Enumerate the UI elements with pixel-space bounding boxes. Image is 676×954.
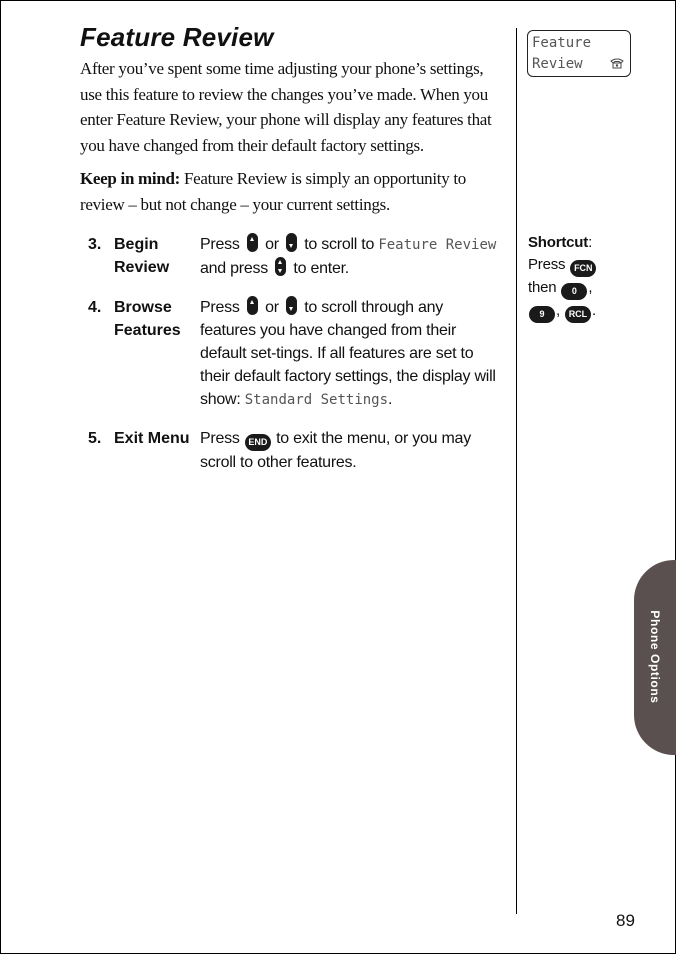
shortcut-period: . (591, 302, 596, 319)
fcn-key-icon: FCN (570, 260, 596, 277)
scroll-key-icon (275, 257, 286, 276)
page-title: Feature Review (80, 22, 274, 52)
lcd-line-2: Review (532, 56, 583, 72)
scroll-up-key-icon (247, 233, 258, 252)
rcl-key-icon: RCL (565, 306, 591, 323)
step-text: Press (200, 430, 240, 447)
phone-icon (610, 56, 624, 70)
shortcut-label: Shortcut (528, 234, 589, 251)
shortcut-line-1 (528, 232, 618, 254)
step-text: to exit the menu, or you may scroll to other features. (200, 430, 471, 471)
shortcut-line-3 (528, 277, 618, 300)
step-number: 4. (88, 299, 102, 316)
scroll-down-key-icon (286, 233, 297, 252)
step-text: to enter. (293, 260, 349, 277)
intro-paragraph: After you’ve spent some time adjusting your phone’s settings, use this feature to review the changes you’ve made. When you enter Feature Review, your phone will display any features that you have changed from their default factory settings. (80, 59, 492, 155)
step-exit-menu (88, 427, 508, 477)
display-text: Feature Review (378, 237, 497, 253)
shortcut-text: Press (528, 256, 566, 273)
keep-in-mind-note (80, 166, 505, 217)
shortcut-comma: , (588, 279, 593, 296)
shortcut-colon: : (588, 234, 593, 251)
step-title: Begin Review (114, 236, 170, 276)
step-text: Press (200, 236, 240, 253)
end-key-icon: END (245, 434, 271, 451)
step-text: to scroll to (304, 236, 375, 253)
step-begin-review (88, 233, 508, 283)
shortcut-comma: , (556, 302, 560, 319)
lcd-line-1: Feature (532, 35, 592, 51)
lcd-display (527, 30, 631, 77)
keep-in-mind-label: Keep in mind: (80, 169, 181, 188)
step-text: . (388, 391, 393, 408)
step-body (200, 296, 500, 412)
step-text: Press (200, 299, 240, 316)
page-number: 89 (616, 911, 635, 930)
scroll-down-key-icon (286, 296, 297, 315)
step-body (200, 427, 500, 474)
step-title: Exit Menu (114, 430, 190, 447)
zero-key-icon: 0 (561, 283, 587, 300)
shortcut-note (528, 232, 618, 323)
step-browse-features (88, 296, 508, 416)
step-text: or (265, 299, 279, 316)
keep-in-mind-text: Feature Review is simply an opportunity to review – but not change – your current settings. (80, 169, 466, 214)
scroll-up-key-icon (247, 296, 258, 315)
step-body (200, 233, 500, 280)
shortcut-line-2 (528, 254, 618, 277)
shortcut-line-4 (528, 300, 618, 323)
step-text: and press (200, 260, 269, 277)
display-text: Standard Settings (244, 392, 389, 408)
step-text: to scroll through any features you have changed from their default set-tings. If all features are set to their default factory settings, the display will show: (200, 299, 496, 408)
column-divider (516, 28, 517, 914)
shortcut-text: then (528, 279, 557, 296)
section-tab-label: Phone Options (648, 610, 662, 704)
step-text: or (265, 236, 279, 253)
step-number: 3. (88, 236, 102, 253)
step-number: 5. (88, 430, 102, 447)
nine-key-icon: 9 (529, 306, 555, 323)
step-title: Browse Features (114, 299, 181, 339)
